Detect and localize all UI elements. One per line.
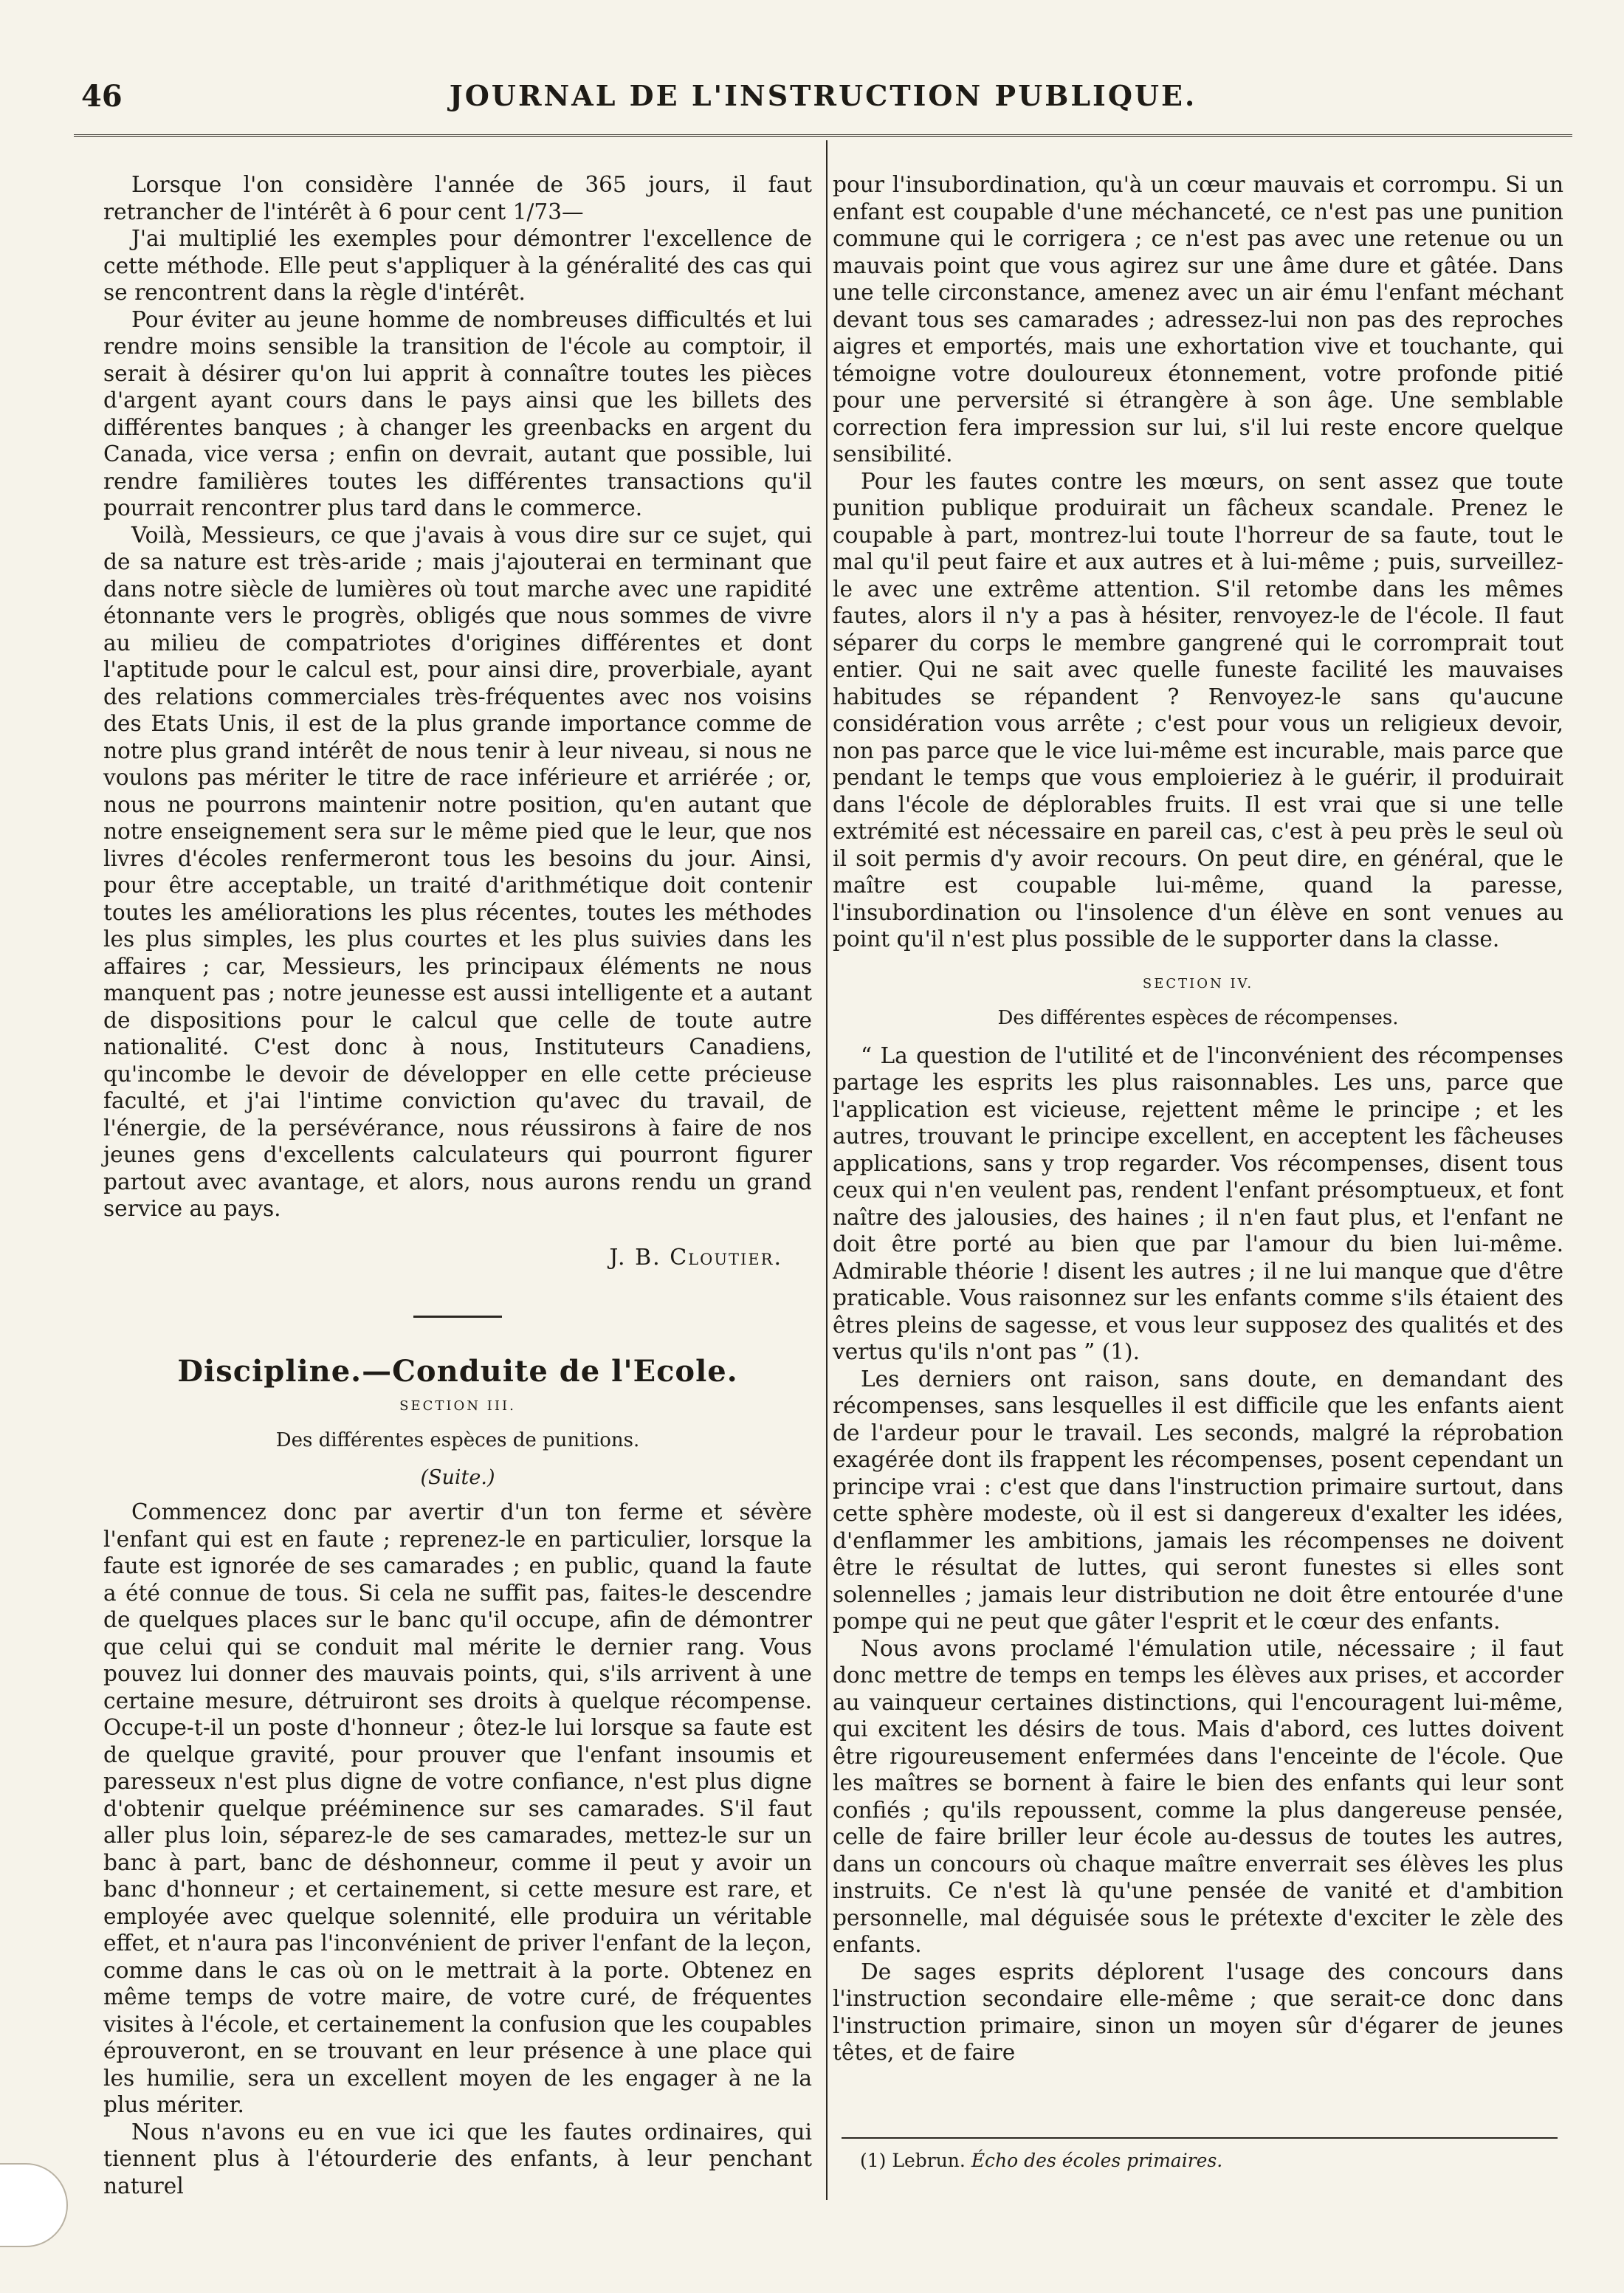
page-header bbox=[74, 70, 1572, 122]
header-rule bbox=[74, 134, 1572, 137]
paragraph: De sages esprits déplorent l'usage des concours dans l'instruction secondaire elle-même ; que serait-ce donc dans l'instruction primaire, sinon un moyen sûr d'égarer de jeunes têtes, et de faire bbox=[833, 1959, 1563, 2065]
paragraph: Nous n'avons eu en vue ici que les fautes ordinaires, qui tiennent plus à l'étourderie des enfants, à leur penchant naturel bbox=[103, 2119, 812, 2199]
paragraph: Les derniers ont raison, sans doute, en demandant des récompenses, sans lesquelles il est difficile que les enfants aient de l'ardeur pour le travail. Les seconds, malgré la réprobation exagérée dont ils frappent les récompenses, posent cependant un principe vrai : c'est que dans l'instruction primaire surtout, dans cette sphère modeste, où il est si dangereux d'exalter les idées, d'enflammer les ambitions, jamais les récompenses ne doivent être le résultat de luttes, qui seront funestes si elles sont solennelles ; jamais leur distribution ne doit être entourée d'une pompe qui ne peut que gâter l'esprit et le cœur des enfants. bbox=[833, 1366, 1563, 1634]
section-subtitle: Des différentes espèces de récompenses. bbox=[997, 1007, 1399, 1029]
paragraph: pour l'insubordination, qu'à un cœur mauvais et corrompu. Si un enfant est coupable d'une méchanceté, ce n'est pas une punition commune qui le corrigera ; ce n'est pas avec une retenue ou un mauvais point que vous agirez sur une âme dure et gâtée. Dans une telle circonstance, amenez avec un air ému l'enfant méchant devant tous ses camarades ; adressez-lui non pas des reproches aigres et emportés, mais une exhortation vive et touchante, qui témoigne votre douloureux étonnement, votre profonde pitié pour une perversité si étrangère à son âge. Une semblable correction fera impression sur lui, s'il lui reste encore quelque sensibilité. bbox=[833, 172, 1563, 467]
paragraph: Pour éviter au jeune homme de nombreuses difficultés et lui rendre moins sensible la transition de l'école au comptoir, il serait à désirer qu'on lui apprit à connaître toutes les pièces d'argent ayant cours dans le pays ainsi que les billets des différentes banques ; à changer les greenbacks en argent du Canada, vice versa ; enfin on devrait, autant que possible, lui rendre familières toutes les différentes transactions qu'il pourrait rencontrer plus tard dans le commerce. bbox=[103, 306, 812, 520]
footnote-marker: (1) Lebrun. bbox=[860, 2150, 966, 2171]
paragraph: Voilà, Messieurs, ce que j'avais à vous dire sur ce sujet, qui de sa nature est très-aride ; mais j'ajouterai en terminant que dans notre siècle de lumières où tout marche avec une rapidité étonnante vers le progrès, obligés que nous sommes de vivre au milieu de compatriotes d'origines différentes et dont l'aptitude pour le calcul est, pour ainsi dire, proverbiale, ayant des relations commerciales très-fréquentes avec nos voisins des Etats Unis, il est de la plus grande importance comme de notre plus grand intérêt de nous tenir à leur niveau, si nous ne voulons pas mériter le titre de race inférieure et arriérée ; or, nous ne pourrons maintenir notre position, qu'en autant que notre enseignement sera sur le même pied que le leur, que nos livres d'écoles renfermeront tous les besoins du jour. Ainsi, pour être acceptable, un traité d'arithmétique doit contenir toutes les améliorations les plus récentes, toutes les méthodes les plus simples, les plus courtes et les plus suivies dans les affaires ; car, Messieurs, les principaux éléments ne nous manquent pas ; notre jeunesse est aussi intelligente et a autant de dispositions pour le calcul que celle de toute autre nationalité. C'est donc à nous, Instituteurs Canadiens, qu'incombe le devoir de développer en elle cette précieuse faculté, et j'ai l'intime conviction qu'avec du travail, de l'énergie, de la persévérance, nous réussirons à faire de nos jeunes gens d'excellents calculateurs qui pourront figurer partout avec avantage, et alors, nous aurons rendu un grand service au pays. bbox=[103, 522, 812, 1221]
column-divider bbox=[826, 140, 828, 2200]
paragraph: “ La question de l'utilité et de l'inconvénient des récompenses partage les esprits les plus raisonnables. Les uns, parce que l'application est vicieuse, rejettent même le principe ; et les autres, trouvant le principe excellent, en acceptent les fâcheuses applications, sans y trop regarder. Vos récompenses, disent tous ceux qui n'en veulent pas, rendent l'enfant présomptueux, et font naître des jalousies, des haines ; il n'en faut plus, et l'enfant ne doit être porté au bien que par l'amour du bien lui-même. Admirable théorie ! disent les autres ; il ne lui manque que d'être praticable. Vous raisonnez sur les enfants comme s'ils étaient des êtres pleins de sagesse, et vous leur supposez des qualités et des vertus qu'ils n'ont pas ” (1). bbox=[833, 1042, 1563, 1364]
section-separator bbox=[413, 1316, 502, 1318]
article-title: Discipline.—Conduite de l'Ecole. bbox=[177, 1354, 738, 1389]
page-damage-mark bbox=[0, 2163, 68, 2247]
section-number: SECTION IV. bbox=[1142, 975, 1254, 991]
paragraph: Commencez donc par avertir d'un ton ferme et sévère l'enfant qui est en faute ; reprenez-le en particulier, lorsque la faute est ignorée de ses camarades ; en public, quand la faute a été connue de tous. Si cela ne suffit pas, faites-le descendre de quelques places sur le banc qu'il occupe, afin de démontrer que celui qui se conduit mal mérite le dernier rang. Vous pouvez lui donner des mauvais points, qui, s'ils arrivent à une certaine mesure, détruiront ses droits à quelque récompense. Occupe-t-il un poste d'honneur ; ôtez-le lui lorsque sa faute est de quelque gravité, pour prouver que l'enfant insoumis et paresseux n'est plus digne de votre confiance, n'est plus digne d'obtenir quelque prééminence sur ses camarades. S'il faut aller plus loin, séparez-le de ses camarades, mettez-le sur un banc à part, banc de déshonneur, comme il peut y avoir un banc d'honneur ; et certainement, si cette mesure est rare, et employée avec quelque solennité, elle produira un véritable effet, et n'aura pas l'inconvénient de priver l'enfant de la leçon, comme dans le cas où on le mettrait à la porte. Obtenez en même temps de votre maire, de votre curé, de fréquentes visites à l'école, et certainement la confusion que les coupables éprouveront, en se trouvant en leur présence à une place qui les humilie, sera un excellent moyen de les engager à ne la plus mériter. bbox=[103, 1499, 812, 2117]
section-number: SECTION III. bbox=[399, 1398, 516, 1414]
section-subtitle: Des différentes espèces de punitions. bbox=[275, 1429, 640, 1451]
footnote-source: Écho des écoles primaires. bbox=[971, 2150, 1223, 2171]
paragraph: Nous avons proclamé l'émulation utile, nécessaire ; il faut donc mettre de temps en temps les élèves aux prises, et accorder au vainqueur certaines distinctions, qui l'encouragent lui-même, qui excitent les désirs de tous. Mais d'abord, ces luttes doivent être rigoureusement enfermées dans l'enceinte de l'école. Que les maîtres se bornent à faire le bien des enfants qui leur sont confiés ; qu'ils repoussent, comme la plus dangereuse pensée, celle de faire briller leur école au-dessus de toutes les autres, dans un concours où chaque maître enverrait ses élèves les plus instruits. Ce n'est là qu'une pensée de vanité et d'ambition personnelle, mal déguisée sous le prétexte d'exciter le zèle des enfants. bbox=[833, 1635, 1563, 1957]
author-signature: J. B. Cloutier. bbox=[609, 1244, 782, 1271]
left-column bbox=[103, 171, 812, 2199]
paragraph: J'ai multiplié les exemples pour démontrer l'excellence de cette méthode. Elle peut s'appliquer à la généralité des cas qui se rencontrent dans la règle d'intérêt. bbox=[103, 226, 812, 305]
right-column bbox=[833, 171, 1563, 2066]
continued-label: (Suite.) bbox=[420, 1465, 495, 1489]
paragraph: Pour les fautes contre les mœurs, on sent assez que toute punition publique produirait un fâcheux scandale. Prenez le coupable à part, montrez-lui toute l'horreur de sa faute, tout le mal qu'il peut faire et aux autres et à lui-même ; puis, surveillez-le avec une extrême attention. S'il retombe dans les mêmes fautes, alors il n'y a pas à hésiter, renvoyez-le de l'école. Il faut séparer du corps le membre gangrené qui le corromprait tout entier. Qui ne sait avec quelle funeste facilité les mauvaises habitudes se répandent ? Renvoyez-le sans qu'aucune considération vous arrête ; c'est pour vous un religieux devoir, non pas parce que le vice lui-même est incurable, mais parce que pendant le temps que vous emploieriez à le guérir, il produirait dans l'école de déplorables fruits. Il est vrai que si une telle extrémité est nécessaire en pareil cas, c'est à peu près le seul où il soit permis d'y avoir recours. On peut dire, en général, que le maître est coupable lui-même, quand la paresse, l'insubordination ou l'insolence d'un élève en sont venues au point qu'il n'est plus possible de le supporter dans la classe. bbox=[833, 468, 1563, 952]
page-number: 46 bbox=[81, 79, 123, 114]
paragraph: Lorsque l'on considère l'année de 365 jours, il faut retrancher de l'intérêt à 6 pour cent 1/73— bbox=[103, 172, 812, 224]
footnote-rule bbox=[842, 2137, 1558, 2139]
footnote bbox=[860, 2150, 1222, 2171]
journal-title: JOURNAL DE L'INSTRUCTION PUBLIQUE. bbox=[449, 79, 1197, 112]
